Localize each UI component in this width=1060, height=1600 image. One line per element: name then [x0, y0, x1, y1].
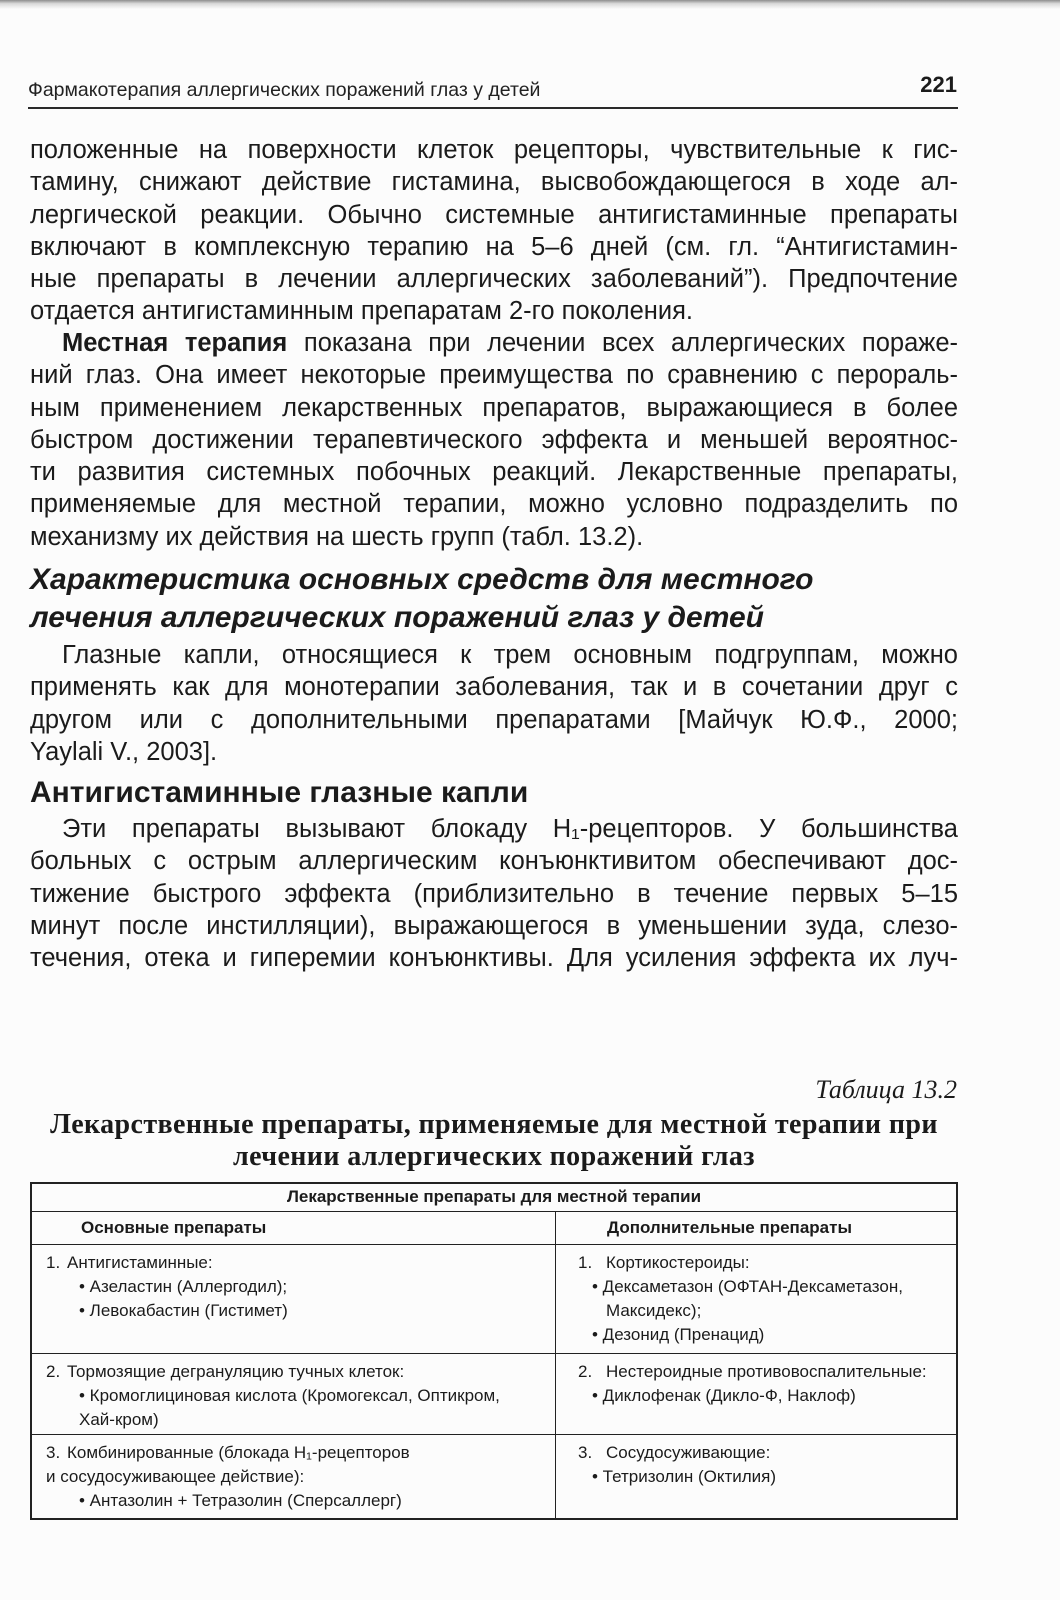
text-line: применяемые для местной терапии, можно условно подразделить по — [30, 490, 958, 519]
text-run: показана при лечении всех аллергических пораже- — [287, 329, 958, 357]
bullet-item: • Антазолин + Тетразолин (Сперсаллерг) — [79, 1491, 402, 1510]
text-line: больных с острым аллергическим конъюнктивитом обеспечивают дос- — [30, 847, 958, 876]
text-line: отдается антигистаминным препаратам 2-го поколения. — [30, 297, 693, 326]
bullet-item: • Дезонид (Пренацид) — [592, 1325, 765, 1344]
text-line: быстром достижении терапевтического эффекта и меньшей вероятнос- — [30, 425, 958, 454]
cell-line — [556, 1441, 956, 1465]
table-cell-main — [32, 1435, 556, 1518]
paragraph-4 — [30, 813, 958, 974]
item-number: 3. — [46, 1443, 61, 1462]
table-cell-main — [32, 1245, 556, 1354]
cell-line — [32, 1251, 555, 1275]
item-label: Комбинированные (блокада Н₁-рецепторов — [67, 1443, 410, 1462]
text-line: минут после инстилляции), выражающегося в уменьшении зуда, слезо- — [30, 911, 958, 940]
item-label: Нестероидные противовоспалительные: — [606, 1362, 927, 1381]
paragraph-2 — [30, 327, 958, 553]
text-line: другом или с дополнительными препаратами [Майчук Ю.Ф., 2000; — [30, 705, 958, 734]
bullet-item: • Дексаметазон (ОФТАН-Дексаметазон, — [592, 1277, 903, 1296]
bullet-item: • Кромоглициновая кислота (Кромогексал, Оптикром, — [79, 1386, 500, 1405]
bold-lead-term: Местная терапия — [62, 329, 288, 357]
bullet-item: • Азеластин (Аллергодил); — [79, 1277, 288, 1296]
text-line: ний глаз. Она имеет некоторые преимущества по сравнению с перораль- — [30, 361, 958, 390]
text-line: ные препараты в лечении аллергических заболеваний”). Предпочтение — [30, 265, 958, 294]
table-cell-additional — [556, 1435, 956, 1518]
running-header-title: Фармакотерапия аллергических поражений глаз у детей — [28, 79, 541, 101]
item-number: 2. — [46, 1362, 61, 1381]
cell-line — [32, 1360, 555, 1384]
bullet-item: • Диклофенак (Дикло-Ф, Наклоф) — [592, 1386, 856, 1405]
text-line: течения, отека и гиперемии конъюнктивы. Для усиления эффекта их луч- — [30, 944, 958, 973]
text-line: лергической реакции. Обычно системные антигистаминные препараты — [30, 200, 958, 229]
text-line: Yaylali V., 2003]. — [30, 737, 218, 766]
table-title-line: лечении аллергических поражений глаз — [233, 1141, 755, 1172]
drug-table — [30, 1182, 958, 1520]
paragraph-3 — [30, 639, 958, 768]
text-line: включают в комплексную терапию на 5–6 дней (см. гл. “Антигистамин- — [30, 232, 958, 261]
text-line: механизму их действия на шесть групп (табл. 13.2). — [30, 522, 644, 551]
table-title-line: Лекарственные препараты, применяемые для местной терапии при — [50, 1109, 938, 1140]
cell-line — [556, 1360, 956, 1384]
item-label: Сосудосуживающие: — [606, 1443, 771, 1462]
text-line: ным применением лекарственных препаратов, выражающиеся в более — [30, 393, 958, 422]
bullet-item: • Левокабастин (Гистимет) — [79, 1301, 288, 1320]
cell-line — [32, 1441, 555, 1465]
subsection-heading: Антигистаминные глазные капли — [30, 776, 529, 809]
table-cell-additional — [556, 1354, 956, 1435]
heading-line: Характеристика основных средств для местного — [30, 563, 814, 596]
text-line: тижение быстрого эффекта (приблизительно в течение первых 5–15 — [30, 879, 958, 908]
paragraph-1 — [30, 134, 958, 328]
text-line: применять как для монотерапии заболевания, так и в сочетании друг с — [30, 673, 958, 702]
item-number: 3. — [578, 1443, 593, 1462]
item-number: 1. — [46, 1253, 61, 1272]
header-rule — [28, 107, 958, 109]
table-header: Лекарственные препараты для местной терапии — [32, 1184, 956, 1212]
bullet-continuation: Максидекс); — [606, 1301, 702, 1320]
text-line — [30, 327, 958, 359]
section-heading — [30, 561, 958, 637]
cell-line — [556, 1251, 956, 1275]
text-line: ти развития системных побочных реакций. Лекарственные препараты, — [30, 458, 958, 487]
page-number: 221 — [920, 72, 957, 97]
column-header-main: Основные препараты — [32, 1212, 556, 1245]
table-label: Таблица 13.2 — [815, 1075, 957, 1104]
text-line: Эти препараты вызывают блокаду Н₁-рецепторов. У большинства — [62, 815, 958, 843]
table-title — [30, 1109, 958, 1173]
item-label: Антигистаминные: — [67, 1253, 213, 1272]
bullet-continuation: Хай-кром) — [79, 1410, 159, 1429]
text-line: тамину, снижают действие гистамина, высвобождающегося в ходе ал- — [30, 168, 958, 197]
bullet-item: • Тетризолин (Октилия) — [592, 1467, 777, 1486]
scan-edge-shadow — [0, 0, 1060, 9]
item-number: 1. — [578, 1253, 593, 1272]
item-label: Кортикостероиды: — [606, 1253, 750, 1272]
item-label: Тормозящие дегрануляцию тучных клеток: — [67, 1362, 405, 1381]
text-line: положенные на поверхности клеток рецепторы, чувствительные к гис- — [30, 136, 958, 164]
table-cell-main — [32, 1354, 556, 1435]
text-line: Глазные капли, относящиеся к трем основным подгруппам, можно — [62, 641, 958, 669]
column-header-additional: Дополнительные препараты — [556, 1212, 956, 1245]
item-number: 2. — [578, 1362, 593, 1381]
table-cell-additional — [556, 1245, 956, 1354]
label-continuation: и сосудосуживающее действие): — [46, 1467, 305, 1486]
heading-line: лечения аллергических поражений глаз у детей — [30, 601, 765, 634]
